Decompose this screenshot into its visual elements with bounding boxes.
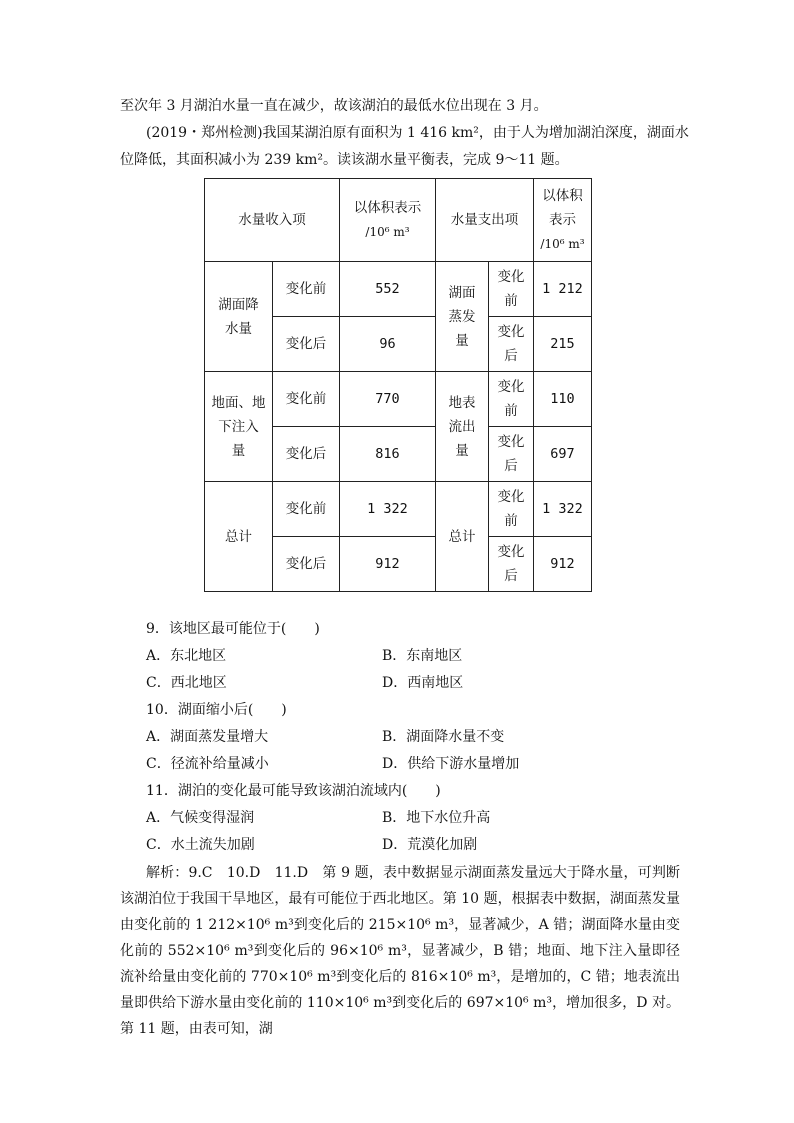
before-label-right: 变化 前	[489, 372, 534, 427]
question-9-option-a: A．东北地区	[146, 648, 227, 664]
question-9-option-d: D．西南地区	[382, 675, 464, 691]
income-label: 地面、地 下注入 量	[205, 372, 273, 482]
expense-after-value: 912	[534, 537, 592, 592]
after-label: 变化后	[273, 317, 340, 372]
expense-after-value: 697	[534, 427, 592, 482]
header-expense: 水量支出项	[436, 179, 534, 262]
income-after-value: 816	[340, 427, 436, 482]
before-label-right: 变化 前	[489, 262, 534, 317]
table-row	[205, 262, 592, 317]
question-11-option-d: D．荒漠化加剧	[382, 837, 478, 853]
analysis-paragraph: 解析：9.C 10.D 11.D 第 9 题，表中数据显示湖面蒸发量远大于降水量，可判断该湖泊位于我国干旱地区，最有可能位于西北地区。第 10 题，根据表中数据，湖面蒸发量由变化前的 1 212×10⁶ m³到变化后的 215×10⁶ m³，显著减少，A 错；湖面降水量由变化前的 552×10⁶ m³到变化后的 96×10⁶ m³，显著减少，B 错；地面、地下注入量即径流补给量由变化前的 770×10⁶ m³到变化后的 816×10⁶ m³，是增加的，C 错；地表流出量即供给下游水量由变化前的 110×10⁶ m³到变化后的 697×10⁶ m³，增加很多，D 对。第 11 题，由表可知，湖	[120, 865, 680, 1037]
after-label-right: 变化 后	[489, 317, 534, 372]
table-row	[205, 482, 592, 537]
after-label: 变化后	[273, 427, 340, 482]
income-after-value: 912	[340, 537, 436, 592]
income-before-value: 1 322	[340, 482, 436, 537]
header-volume-right: 以体积 表示 /10⁶ m³	[534, 179, 592, 262]
table-row	[205, 372, 592, 427]
question-9-option-c: C．西北地区	[146, 675, 227, 691]
expense-label: 地表 流出 量	[436, 372, 489, 482]
expense-before-value: 1 212	[534, 262, 592, 317]
income-after-value: 96	[340, 317, 436, 372]
expense-before-value: 110	[534, 372, 592, 427]
after-label-right: 变化 后	[489, 427, 534, 482]
before-label: 变化前	[273, 372, 340, 427]
income-label: 湖面降 水量	[205, 262, 273, 372]
header-volume-left: 以体积表示 /10⁶ m³	[340, 179, 436, 262]
income-before-value: 770	[340, 372, 436, 427]
question-10-option-a: A．湖面蒸发量增大	[146, 729, 269, 745]
question-10-option-b: B．湖面降水量不变	[382, 729, 505, 745]
question-9-option-b: B．东南地区	[382, 648, 463, 664]
water-balance-table	[204, 178, 592, 592]
question-11-stem: 11．湖泊的变化最可能导致该湖泊流域内( )	[146, 783, 441, 799]
before-label: 变化前	[273, 482, 340, 537]
expense-label: 湖面 蒸发 量	[436, 262, 489, 372]
income-total-label: 总计	[205, 482, 273, 592]
before-label: 变化前	[273, 262, 340, 317]
question-11-option-a: A．气候变得湿润	[146, 810, 255, 826]
header-income: 水量收入项	[205, 179, 340, 262]
expense-after-value: 215	[534, 317, 592, 372]
question-11-option-c: C．水土流失加剧	[146, 837, 255, 853]
question-10-option-d: D．供给下游水量增加	[382, 756, 520, 772]
expense-total-label: 总计	[436, 482, 489, 592]
expense-before-value: 1 322	[534, 482, 592, 537]
income-before-value: 552	[340, 262, 436, 317]
after-label-right: 变化 后	[489, 537, 534, 592]
intro-line-3: 位降低，其面积减小为 239 km²。读该湖水量平衡表，完成 9～11 题。	[120, 152, 569, 168]
question-10-stem: 10．湖面缩小后( )	[146, 702, 287, 718]
after-label: 变化后	[273, 537, 340, 592]
before-label-right: 变化 前	[489, 482, 534, 537]
question-11-option-b: B．地下水位升高	[382, 810, 491, 826]
question-9-stem: 9．该地区最可能位于( )	[146, 621, 320, 637]
intro-line-1: 至次年 3 月湖泊水量一直在减少，故该湖泊的最低水位出现在 3 月。	[120, 98, 548, 114]
table-header-row	[205, 179, 592, 262]
intro-line-2: (2019・郑州检测)我国某湖泊原有面积为 1 416 km²，由于人为增加湖泊深度，湖面水	[146, 125, 689, 141]
question-10-option-c: C．径流补给量减小	[146, 756, 269, 772]
